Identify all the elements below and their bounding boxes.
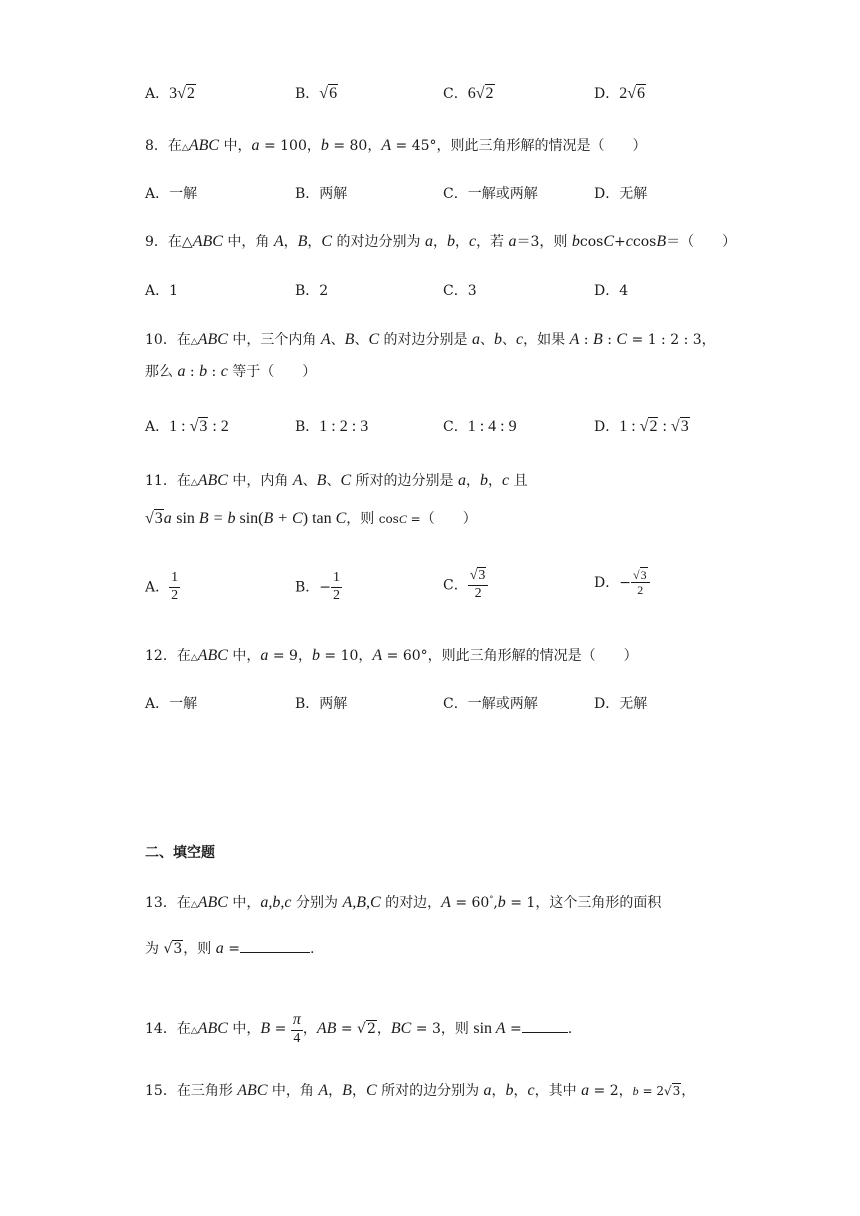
q12-stem: 12．在△ABC 中，a = 9，b = 10，A = 60°，则此三角形解的情况是（ ） bbox=[145, 647, 638, 664]
q10-option-d: D．1 : √2 : √3 bbox=[594, 418, 689, 435]
q9-option-a: A．1 bbox=[145, 283, 179, 299]
q7-option-d: D．2√6 bbox=[594, 85, 646, 102]
q11-option-d: D．− $\frac{√3}{2}$ bbox=[594, 568, 650, 598]
q11-option-c: C． $\frac{√3}{2}$ bbox=[443, 568, 488, 603]
q12-option-d: D．无解 bbox=[594, 696, 648, 712]
q10-option-b: B．1 : 2 : 3 bbox=[295, 418, 369, 435]
q11-stem-line2: √3a sin B = b sin(B + C) tan C，则 cosC =（ ） bbox=[145, 510, 477, 527]
q11-option-b: B．− $\frac{1}{2}$ bbox=[295, 570, 341, 603]
q10-option-a: A．1 : √3 : 2 bbox=[145, 418, 229, 435]
q13-stem-line1: 13．在△ABC 中，a,b,c 分别为 A,B,C 的对边，A = 60°,b = 1，这个三角形的面积 bbox=[145, 894, 662, 911]
q7-option-b: B．√6 bbox=[295, 85, 338, 102]
q7-option-c: C．6√2 bbox=[443, 85, 494, 102]
q13-answer-blank[interactable] bbox=[240, 952, 310, 953]
q14-stem: 14．在△ABC 中，B = $\frac{\pi}{4}$ ，AB = √2，BC = 3，则 sin A = . bbox=[145, 1011, 573, 1046]
q15-stem: 15．在三角形 ABC 中，角 A，B，C 所对的边分别为 a，b，c，其中 a = 2，b = 2√3， bbox=[145, 1082, 696, 1099]
q9-option-c: C．3 bbox=[443, 283, 477, 299]
q10-stem-line1: 10．在△ABC 中，三个内角 A、B、C 的对边分别是 a、b、c，如果 A : B : C = 1 : 2 : 3， bbox=[145, 331, 716, 348]
q8-option-d: D．无解 bbox=[594, 186, 648, 202]
q9-option-b: B．2 bbox=[295, 283, 329, 299]
q14-answer-blank[interactable] bbox=[522, 1032, 568, 1033]
q12-option-b: B．两解 bbox=[295, 696, 348, 712]
q9-option-d: D．4 bbox=[594, 283, 629, 299]
q8-option-c: C．一解或两解 bbox=[443, 186, 538, 202]
section-title-fill-in: 二、填空题 bbox=[145, 845, 215, 861]
q8-stem: 8．在△ABC 中，a = 100，b = 80，A = 45°，则此三角形解的情况是（ ） bbox=[145, 137, 647, 154]
q10-option-c: C．1 : 4 : 9 bbox=[443, 418, 517, 435]
q12-option-c: C．一解或两解 bbox=[443, 696, 538, 712]
q9-stem: 9．在△ABC 中，角 A，B，C 的对边分别为 a，b，c，若 a＝3，则 bcosC+ccosB＝（ ） bbox=[145, 233, 737, 250]
q10-stem-line2: 那么 a : b : c 等于（ ） bbox=[145, 363, 317, 380]
q8-option-a: A．一解 bbox=[145, 186, 198, 202]
q11-stem-line1: 11．在△ABC 中，内角 A、B、C 所对的边分别是 a，b，c 且 bbox=[145, 472, 528, 489]
q11-option-a: A． $\frac{1}{2}$ bbox=[145, 570, 179, 603]
q7-option-a: A．3√2 bbox=[145, 85, 195, 102]
q12-option-a: A．一解 bbox=[145, 696, 198, 712]
q8-option-b: B．两解 bbox=[295, 186, 348, 202]
q13-stem-line2: 为 √3，则 a = . bbox=[145, 940, 315, 957]
